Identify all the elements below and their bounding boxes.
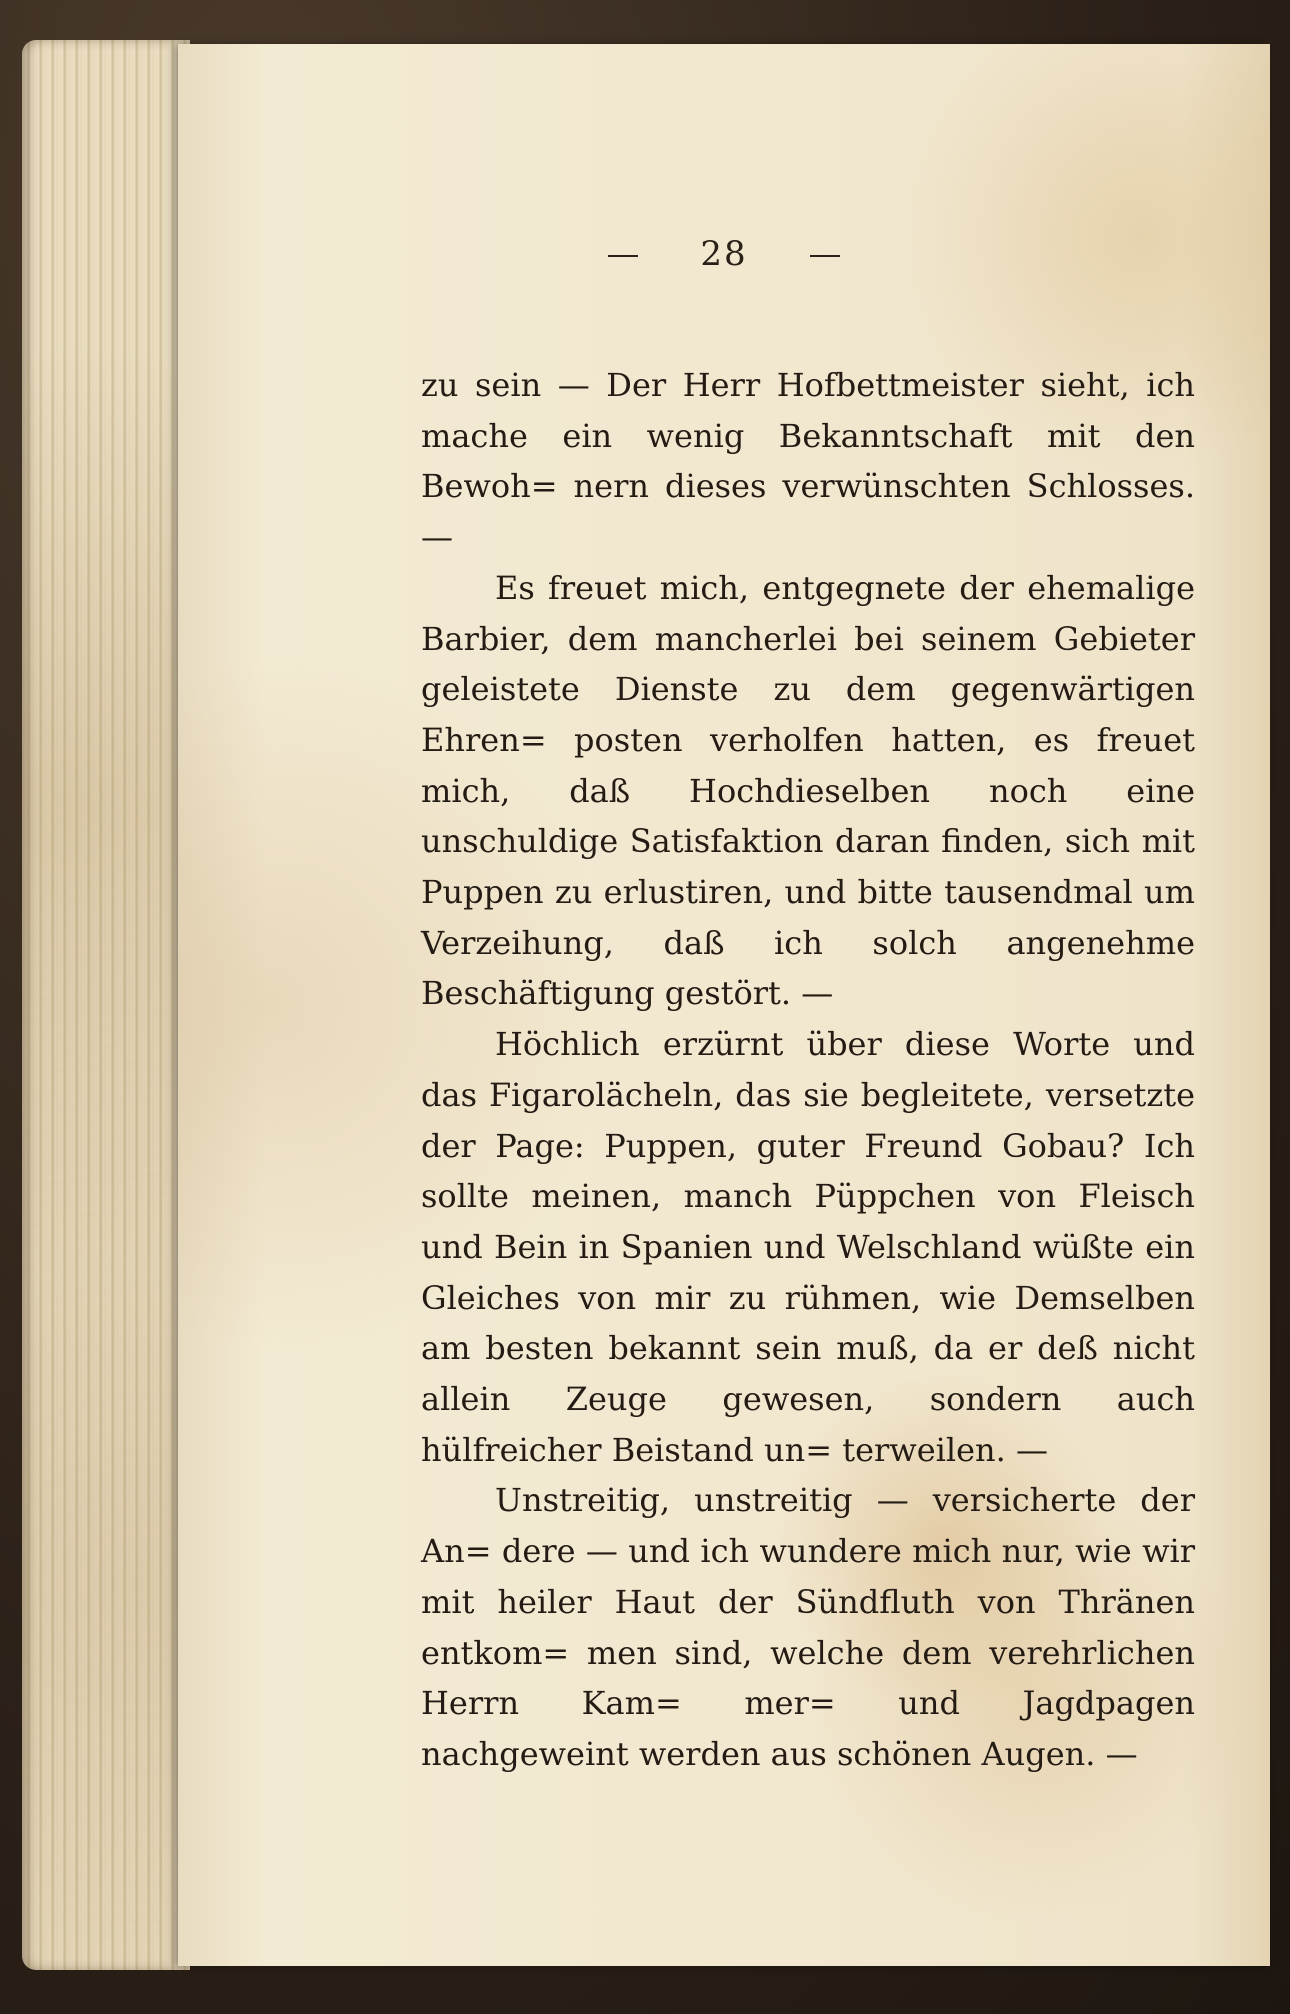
page-edges <box>22 40 190 1970</box>
paragraph-4: Unstreitig, unstreitig — versicherte der An= dere — und ich wundere mich nur, wie wir mit heiler Haut der Sündfluth von Thränen entkom= men sind, welche dem verehrlichen Herrn Kam= mer= und Jagdpagen nachgeweint werden aus schönen Augen. — <box>421 1481 1195 1773</box>
page-number <box>178 234 1270 274</box>
page-number-dash-right <box>810 255 840 257</box>
paragraph-3: Höchlich erzürnt über diese Worte und das Figarolächeln, das sie begleitete, versetzte der Page: Puppen, guter Freund Gobau? Ich sollte meinen, manch Püppchen von Fleisch und Bein in Spanien und Welschland wüßte ein Gleiches von mir zu rühmen, wie Demselben am besten bekannt sein muß, da er deß nicht allein Zeuge gewesen, sondern auch hülfreicher Beistand un= terweilen. — <box>421 1025 1195 1469</box>
book-page <box>178 44 1270 1966</box>
body-text <box>421 360 1195 1780</box>
page-number-value: 28 <box>700 234 748 274</box>
paragraph-1: zu sein — Der Herr Hofbettmeister sieht, ich mache ein wenig Bekanntschaft mit den Bewoh= nern dieses verwünschten Schlosses. — <box>421 366 1195 557</box>
paragraph-2: Es freuet mich, entgegnete der ehemalige Barbier, dem mancherlei bei seinem Gebieter geleistete Dienste zu dem gegenwärtigen Ehren= posten verholfen hatten, es freuet mich, daß Hochdieselben noch eine unschuldige Satisfaktion daran finden, sich mit Puppen zu erlustiren, und bitte tausendmal um Verzeihung, daß ich solch angenehme Beschäftigung gestört. — <box>421 568 1195 1013</box>
page-number-dash-left <box>608 255 638 257</box>
